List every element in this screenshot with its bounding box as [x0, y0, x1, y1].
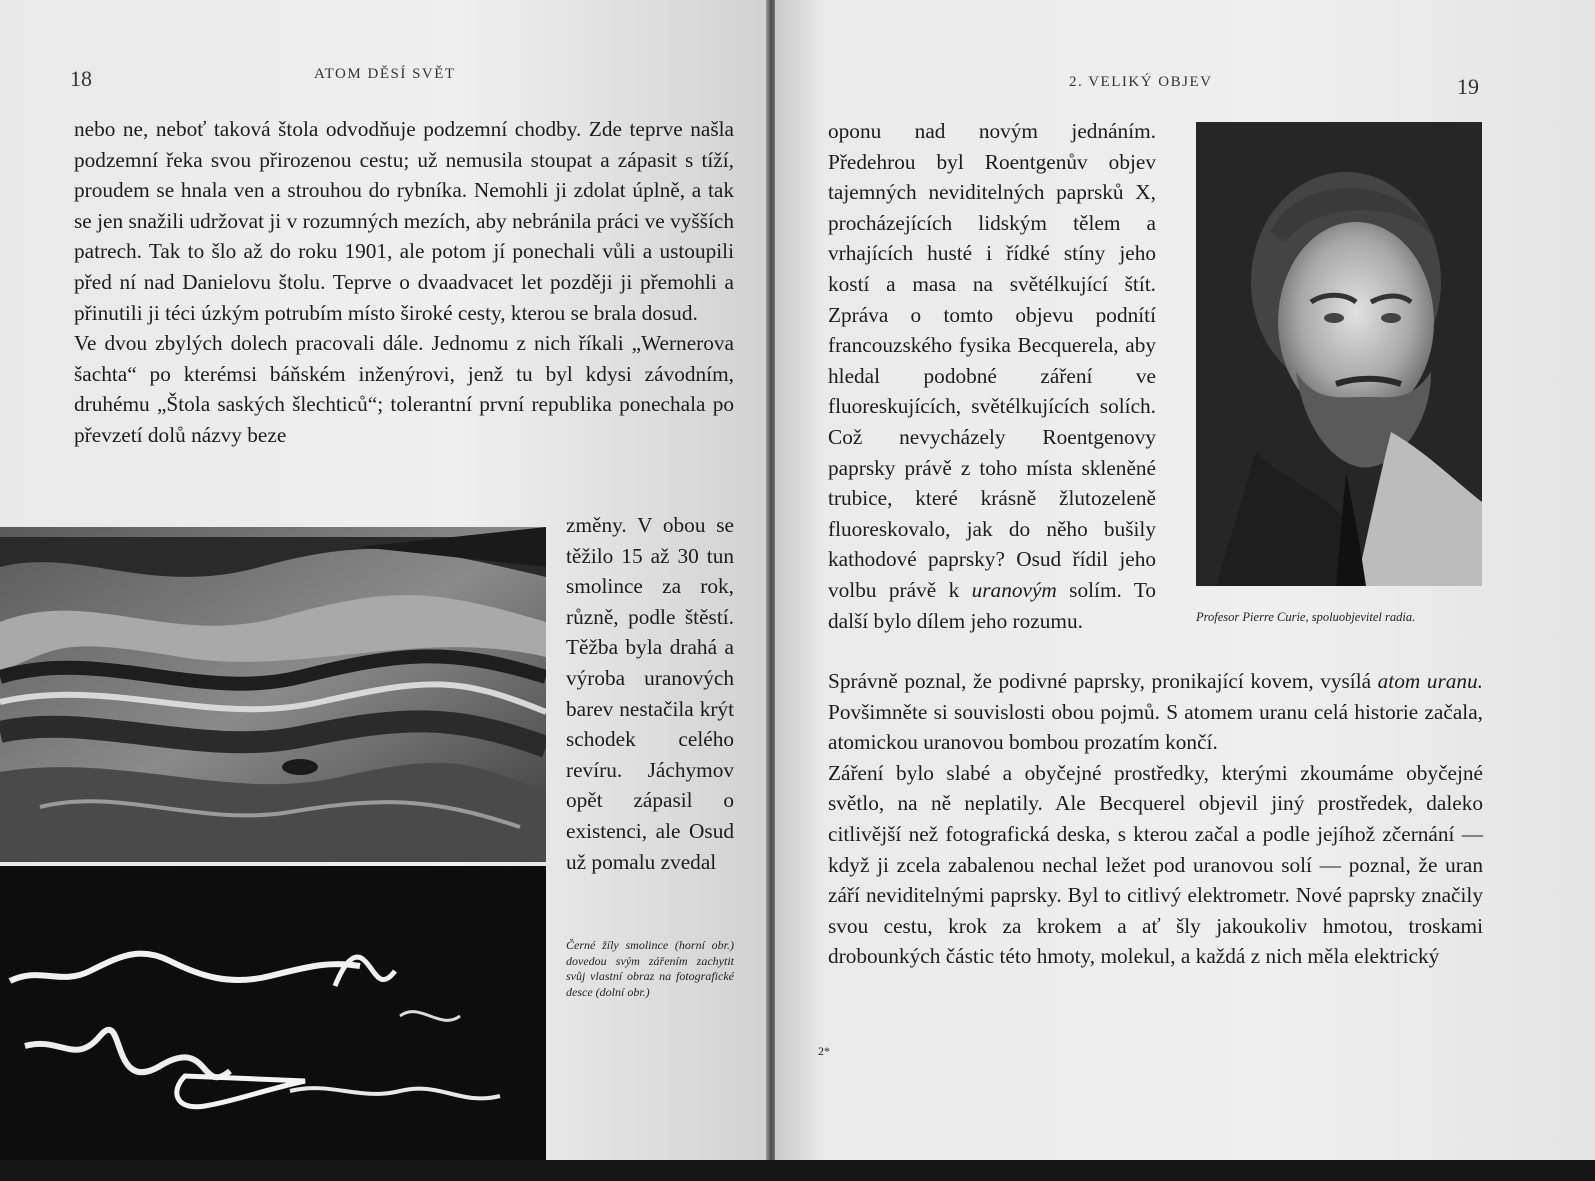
body-text-narrow-column [828, 116, 1156, 636]
running-head: 2. VELIKÝ OBJEV [1069, 74, 1213, 90]
paragraph: Správně poznal, že podivné paprsky, pronikající kovem, vysílá atom uranu. Povšimněte si souvislosti obou pojmů. S atomem uranu celá historie začala, atomickou uranovou bombou prozatím končí. [828, 669, 1483, 755]
portrait-caption: Profesor Pierre Curie, spoluobjevitel radia. [1196, 610, 1416, 624]
book-bottom-edge [0, 1160, 1595, 1181]
page-number: 18 [70, 66, 92, 91]
portrait-photo [1196, 122, 1482, 586]
paragraph: Záření bylo slabé a obyčejné prostředky, kterými zkoumáme obyčejné světlo, na ně neplatily. Ale Becquerel objevil jiný prostředek, daleko citlivější než fotografická deska, s kterou začal a podle jejíhož zčernání — když ji zcela zabalenou nechal ležet pod uranovou solí — poznal, že uran září neviditelnými paprsky. Byl to citlivý elektrometr. Nové paprsky značily svou cestu, krok za krokem a ať šly jakoukoliv hmotou, troskami drobounkých částic této hmoty, molekul, a každá z nich měla elektrický [828, 760, 1483, 969]
paragraph: změny. V obou se těžilo 15 až 30 tun smolince za rok, různě, podle štěstí. Těžba byla drahá a výroba uranových barev nestačila krýt schodek celého revíru. Jáchymov opět zápasil o existenci, ale Osud už pomalu zvedal [566, 513, 734, 874]
page-number: 19 [1457, 74, 1479, 99]
paragraph: nebo ne, neboť taková štola odvodňuje podzemní chodby. Zde teprve našla podzemní řeka svou přirozenou cestu; už nemusila stoupat a zápasit s tíží, proudem se hnala ven a strouhou do rybníka. Nemohli ji zdolat úplně, a tak se jen snažili udržovat ji v rozumných mezích, aby nebránila práci ve vyšších patrech. Tak to šlo až do roku 1901, ale potom jí ponechali vůli a ustoupili před ní nad Danielovu štolu. Teprve o dvaadvacet let později ji přemohli a přinutili ji téci úzkým potrubím místo široké cesty, kterou se brala dosud. [74, 117, 734, 325]
paragraph: Ve dvou zbylých dolech pracovali dále. Jednomu z nich říkali „Wernerova šachta“ po kterémsi báňském inženýrovi, jenž tu byl kdysi závodním, druhému „Štola saských šlechticů“; tolerantní první republika ponechala po převzetí dolů názvy beze [74, 331, 734, 447]
figure-caption: Černé žíly smolince (horní obr.) dovedou svým zářením zachytit svůj vlastní obraz na fotografické desce (dolní obr.) [566, 938, 734, 999]
pitchblende-veins-photo [0, 527, 546, 862]
autoradiograph-photo [0, 866, 546, 1163]
body-text-narrow-column [566, 510, 734, 877]
running-head: ATOM DĚSÍ SVĚT [314, 66, 456, 82]
left-page [0, 0, 768, 1163]
body-text-upper [74, 114, 734, 451]
signature-mark: 2* [818, 1044, 830, 1058]
body-text-lower [828, 666, 1483, 972]
right-page [775, 0, 1595, 1163]
paragraph: oponu nad novým jednáním. Předehrou byl Roentgenův objev tajemných neviditelných paprsků X, procházejících lidským tělem a vrhajících husté i řídké stíny jeho kostí a masa na světélkující štít. Zpráva o tomto objevu podnítí francouzského fysika Becquerela, aby hledal podobné záření ve fluoreskujících, světélkujících solích. Což nevycházely Roentgenovy paprsky právě z toho místa skleněné trubice, které krásně žlutozeleně fluoreskovalo, jak do něho bušily kathodové paprsky? Osud řídil jeho volbu právě k uranovým solím. To další bylo dílem jeho rozumu. [828, 119, 1156, 633]
